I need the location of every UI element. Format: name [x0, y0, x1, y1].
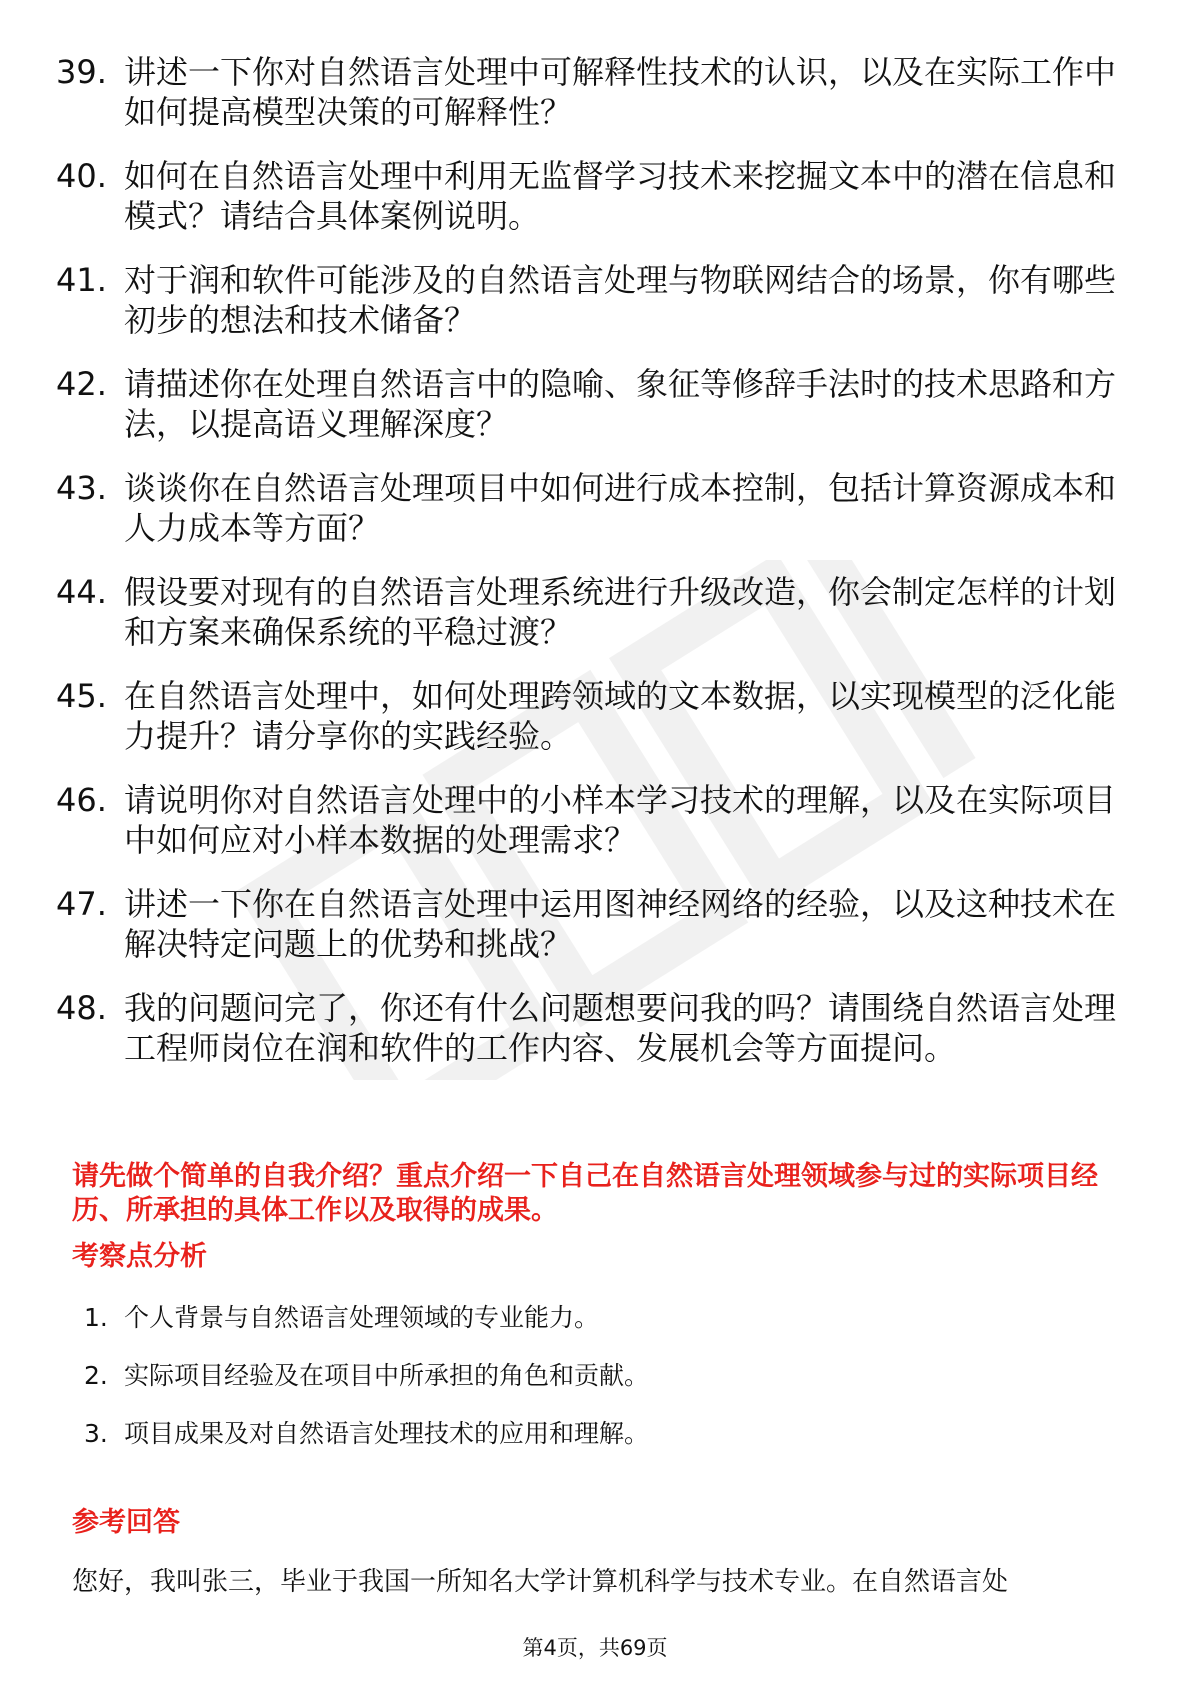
question-text: 讲述一下你在自然语言处理中运用图神经网络的经验，以及这种技术在解决特定问题上的优势和挑战？ — [124, 885, 1117, 963]
question-item — [56, 52, 1136, 132]
main-question-heading: 请先做个简单的自我介绍？重点介绍一下自己在自然语言处理领域参与过的实际项目经历、所承担的具体工作以及取得的成果。 — [72, 1161, 1098, 1226]
question-number: 47. — [56, 885, 107, 923]
question-text: 我的问题问完了，你还有什么问题想要问我的吗？请围绕自然语言处理工程师岗位在润和软件的工作内容、发展机会等方面提问。 — [124, 989, 1117, 1067]
page-footer: 第4页，共69页 — [522, 1636, 668, 1660]
question-number: 45. — [56, 677, 107, 715]
question-text: 如何在自然语言处理中利用无监督学习技术来挖掘文本中的潜在信息和模式？请结合具体案例说明。 — [124, 157, 1117, 235]
question-text: 请说明你对自然语言处理中的小样本学习技术的理解，以及在实际项目中如何应对小样本数据的处理需求？ — [124, 781, 1117, 859]
analysis-point — [80, 1418, 1080, 1450]
question-item — [56, 988, 1136, 1068]
reference-answer-heading: 参考回答 — [72, 1507, 180, 1538]
question-number: 41. — [56, 261, 107, 299]
question-number: 46. — [56, 781, 107, 819]
question-item — [56, 260, 1136, 340]
question-item — [56, 156, 1136, 236]
question-number: 44. — [56, 573, 107, 611]
question-number: 48. — [56, 989, 107, 1027]
analysis-point — [80, 1302, 1080, 1334]
question-number: 39. — [56, 53, 107, 91]
question-item — [56, 884, 1136, 964]
question-number: 40. — [56, 157, 107, 195]
question-text: 对于润和软件可能涉及的自然语言处理与物联网结合的场景，你有哪些初步的想法和技术储备？ — [124, 261, 1117, 339]
question-item — [56, 676, 1136, 756]
point-number: 3. — [84, 1419, 108, 1448]
analysis-point-list — [80, 1302, 1080, 1476]
question-number: 43. — [56, 469, 107, 507]
question-text: 假设要对现有的自然语言处理系统进行升级改造，你会制定怎样的计划和方案来确保系统的平稳过渡？ — [124, 573, 1117, 651]
question-number: 42. — [56, 365, 107, 403]
analysis-heading: 考察点分析 — [72, 1241, 207, 1272]
question-text: 讲述一下你对自然语言处理中可解释性技术的认识，以及在实际工作中如何提高模型决策的可解释性？ — [124, 53, 1117, 131]
question-item — [56, 468, 1136, 548]
point-number: 1. — [84, 1303, 108, 1332]
point-text: 实际项目经验及在项目中所承担的角色和贡献。 — [124, 1361, 650, 1390]
question-text: 谈谈你在自然语言处理项目中如何进行成本控制，包括计算资源成本和人力成本等方面？ — [124, 469, 1117, 547]
question-text: 在自然语言处理中，如何处理跨领域的文本数据，以实现模型的泛化能力提升？请分享你的实践经验。 — [124, 677, 1117, 755]
question-list — [56, 52, 1136, 1092]
question-item — [56, 572, 1136, 652]
analysis-point — [80, 1360, 1080, 1392]
reference-answer-text: 您好，我叫张三，毕业于我国一所知名大学计算机科学与技术专业。在自然语言处 — [72, 1567, 1009, 1597]
point-text: 个人背景与自然语言处理领域的专业能力。 — [124, 1303, 600, 1332]
question-item — [56, 364, 1136, 444]
question-text: 请描述你在处理自然语言中的隐喻、象征等修辞手法时的技术思路和方法，以提高语义理解深度？ — [124, 365, 1117, 443]
point-text: 项目成果及对自然语言处理技术的应用和理解。 — [124, 1419, 650, 1448]
point-number: 2. — [84, 1361, 108, 1390]
question-item — [56, 780, 1136, 860]
